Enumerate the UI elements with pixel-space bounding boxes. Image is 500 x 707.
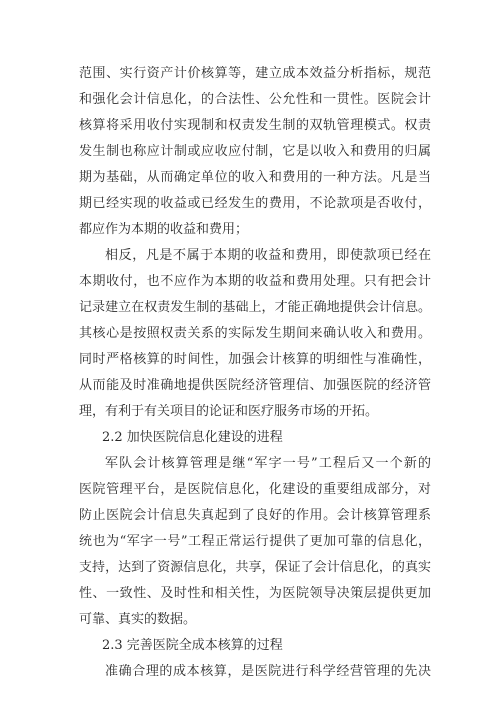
paragraph-line: 准确合理的成本核算，是医院进行科学经营管理的先决: [105, 664, 431, 679]
paragraph-line: 核算将采用收付实现制和权责发生制的双轨管理模式。权责: [79, 118, 431, 133]
paragraph-line: 统也为“军字一号”工程正常运行提供了更加可靠的信息化，: [79, 534, 431, 549]
paragraph-line: 支持，达到了资源信息化，共享，保证了会计信息化，的真实: [79, 560, 431, 575]
paragraph-line: 理，有利于有关项目的论证和医疗服务市场的开拓。: [79, 404, 379, 419]
paragraph-line: 本期收付，也不应作为本期的收益和费用处理。只有把会计: [79, 274, 431, 289]
paragraph-line: 从而能及时准确地提供医院经济管理信、加强医院的经济管: [79, 378, 431, 393]
paragraph-line: 防止医院会计信息失真起到了良好的作用。会计核算管理系: [79, 508, 431, 523]
paragraph-line: 和强化会计信息化，的合法性、公允性和一贯性。医院会计: [79, 92, 431, 107]
paragraph-line: 范围、实行资产计价核算等，建立成本效益分析指标，规范: [79, 66, 431, 81]
paragraph-line: 其核心是按照权责关系的实际发生期间来确认收入和费用。: [79, 326, 431, 341]
paragraph-line: 期已经实现的收益或已经发生的费用，不论款项是否收付，: [79, 196, 431, 211]
paragraph-line: 期为基础，从而确定单位的收入和费用的一种方法。凡是当: [79, 170, 431, 185]
paragraph-line: 相反，凡是不属于本期的收益和费用，即使款项已经在: [105, 248, 431, 263]
section-heading-2-2: 2.2 加快医院信息化建设的进程: [102, 430, 283, 445]
paragraph-line: 记录建立在权责发生制的基础上，才能正确地提供会计信息。: [79, 300, 431, 315]
paragraph-line: 可靠、真实的数据。: [79, 612, 197, 627]
paragraph-line: 发生制也称应计制或应收应付制，它是以收入和费用的归属: [79, 144, 431, 159]
paragraph-line: 医院管理平台，是医院信息化，化建设的重要组成部分，对: [79, 482, 431, 497]
section-heading-2-3: 2.3 完善医院全成本核算的过程: [102, 638, 283, 653]
paragraph-line: 军队会计核算管理是继“军字一号”工程后又一个新的: [105, 456, 431, 471]
paragraph-line: 都应作为本期的收益和费用；: [79, 222, 249, 237]
paragraph-line: 同时严格核算的时间性，加强会计核算的明细性与准确性，: [79, 352, 431, 367]
paragraph-line: 性、一致性、及时性和相关性，为医院领导决策层提供更加: [79, 586, 431, 601]
